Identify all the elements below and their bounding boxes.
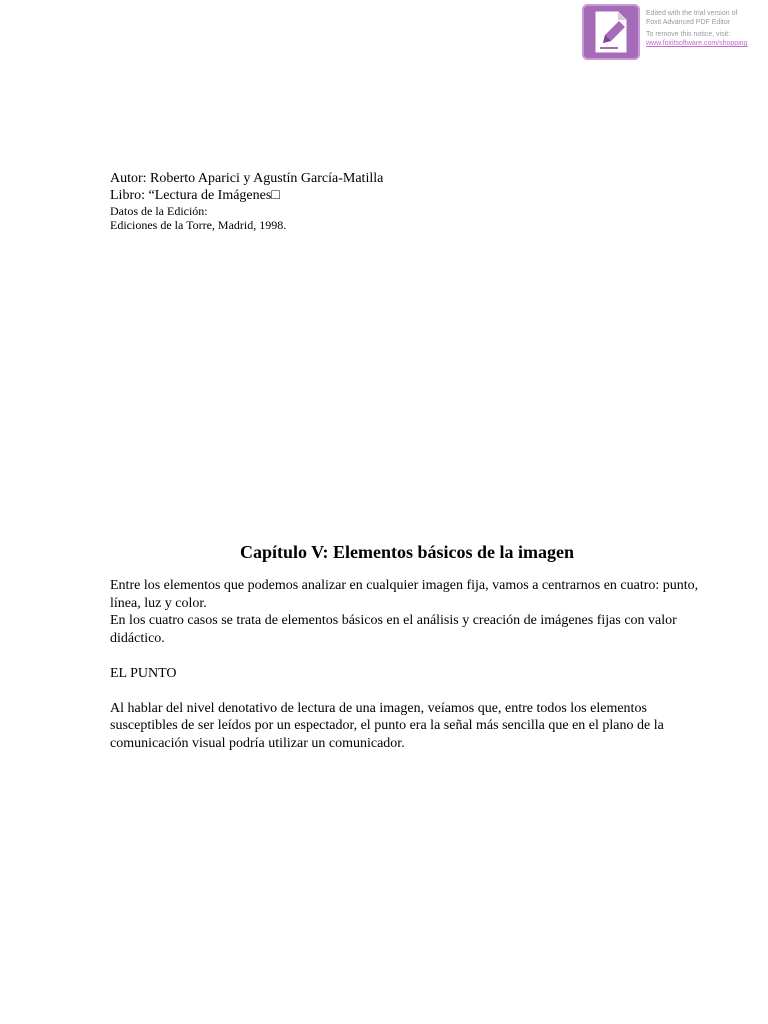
paragraph: Al hablar del nivel denotativo de lectura de una imagen, veíamos que, entre todos los elementos susceptibles de ser leídos por un espectador, el punto era la señal más sencilla que en el plano de la comunicación visual podría utilizar un comunicador. xyxy=(110,700,664,751)
book-info xyxy=(110,170,383,232)
foxit-editor-icon xyxy=(582,4,640,60)
chapter-body xyxy=(110,577,700,752)
watermark-link[interactable]: www.foxitsoftware.com/shopping xyxy=(646,40,748,47)
author-line: Autor: Roberto Aparici y Agustín García-Matilla xyxy=(110,171,384,186)
edition-label: Datos de la Edición: xyxy=(110,204,208,218)
section-heading: EL PUNTO xyxy=(110,665,177,681)
book-title: Libro: “Lectura de Imágenes xyxy=(110,188,272,203)
book-line xyxy=(110,187,383,204)
trial-watermark xyxy=(582,4,762,62)
paragraph: En los cuatro casos se trata de elementos básicos en el análisis y creación de imágenes fijas con valor didáctico. xyxy=(110,613,677,646)
watermark-line-3: To remove this notice, visit: xyxy=(646,31,731,38)
paragraph: Entre los elementos que podemos analizar en cualquier imagen fija, vamos a centrarnos en cuatro: punto, línea, luz y color. xyxy=(110,578,699,611)
watermark-line-2: Foxit Advanced PDF Editor xyxy=(646,19,731,26)
missing-glyph-icon: □ xyxy=(271,188,280,203)
chapter-title: Capítulo V: Elementos básicos de la imagen xyxy=(239,542,575,562)
watermark-line-1: Edited with the trial version of xyxy=(646,10,738,17)
edition-line: Ediciones de la Torre, Madrid, 1998. xyxy=(110,218,287,232)
watermark-notice xyxy=(646,9,762,48)
